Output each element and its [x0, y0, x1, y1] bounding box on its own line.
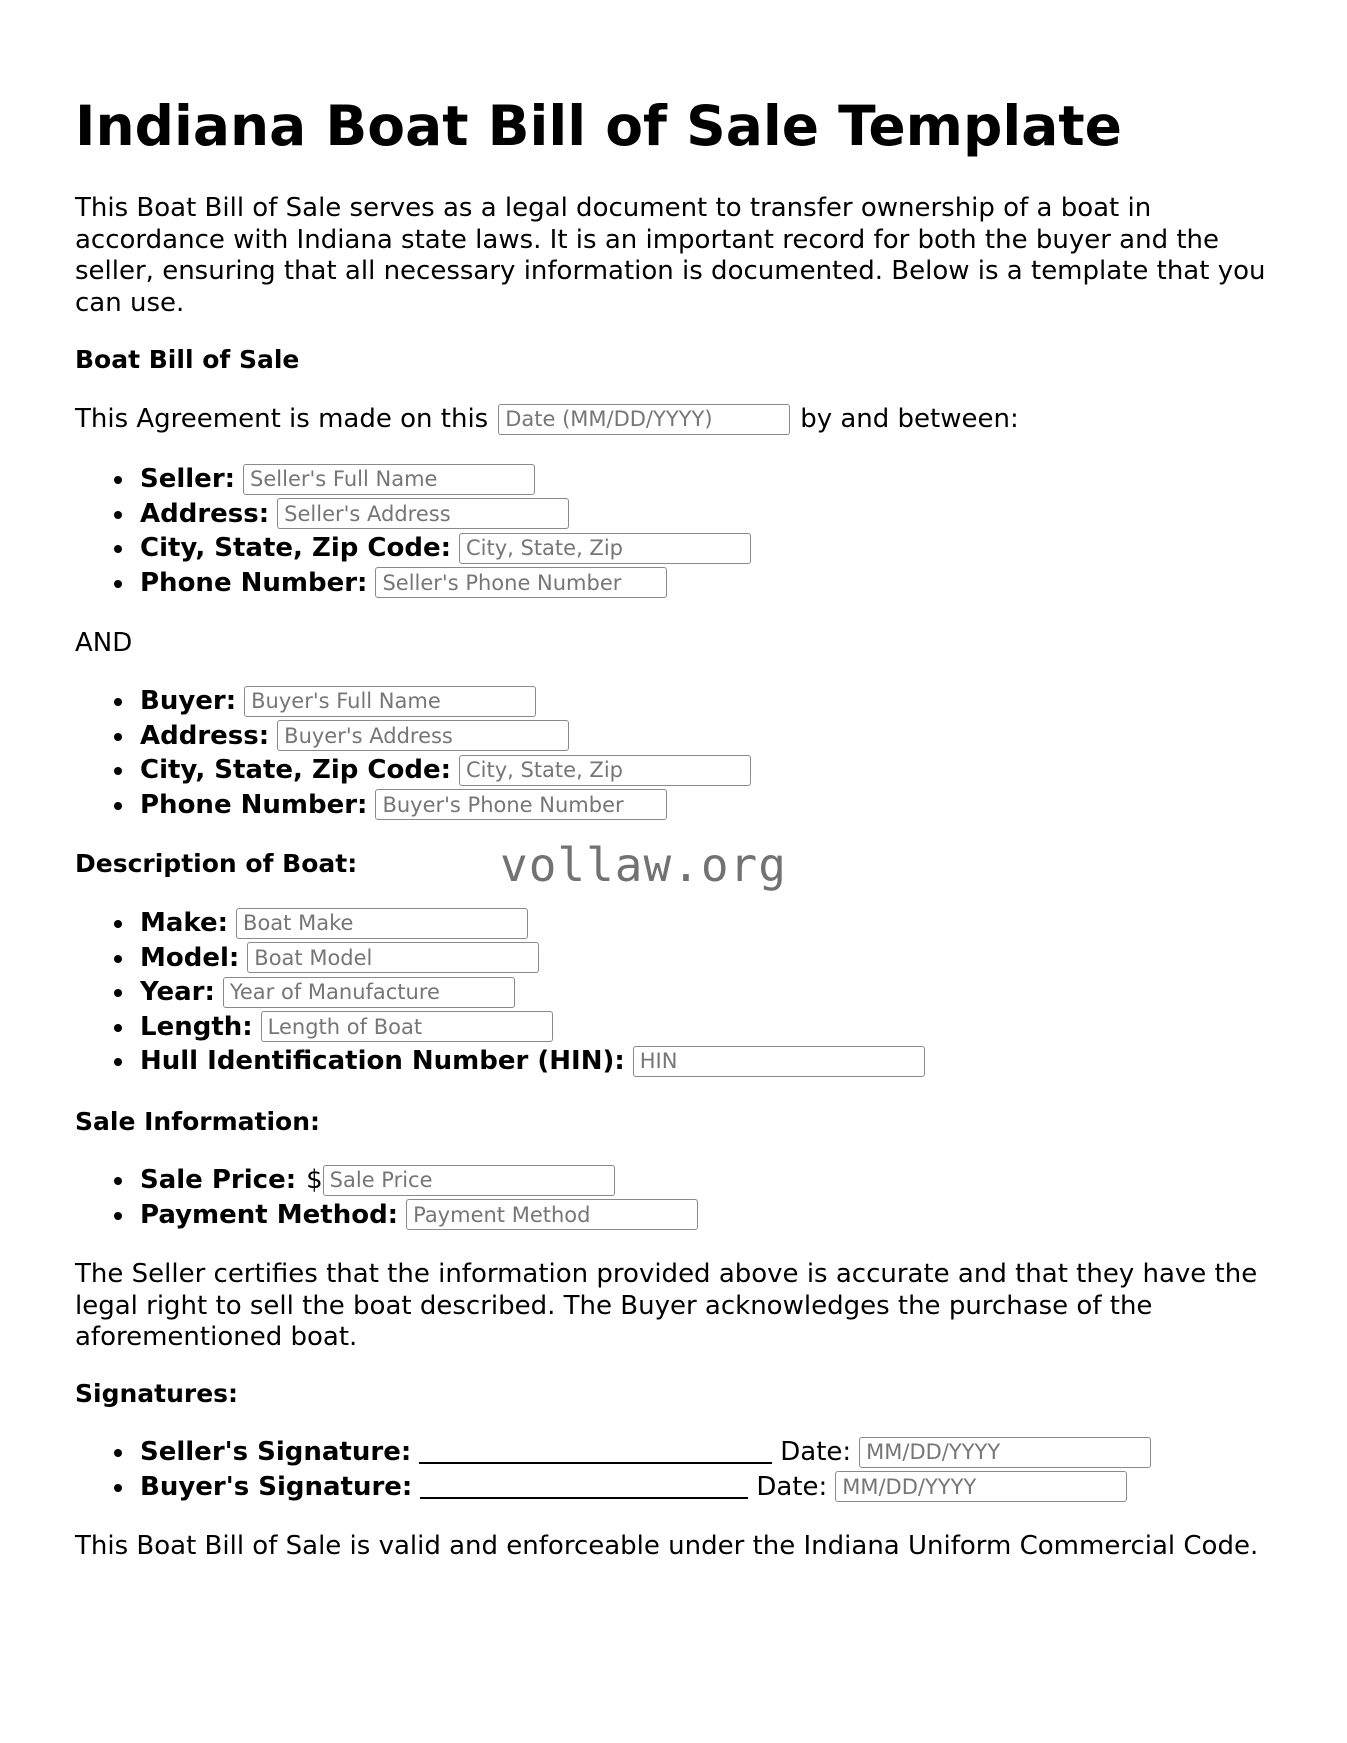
buyer-name-item	[140, 684, 751, 719]
seller-address-item	[140, 497, 751, 532]
agreement-suffix: by and between:	[800, 404, 1019, 434]
buyer-signature-item	[140, 1470, 1151, 1505]
signatures-heading: Signatures:	[75, 1379, 239, 1408]
buyer-city-item	[140, 753, 751, 788]
boat-heading: Description of Boat:	[75, 849, 358, 878]
intro-paragraph: This Boat Bill of Sale serves as a legal document to transfer ownership of a boat in accordance with Indiana state laws. It is an important record for both the buyer and the seller, ensuring that all necessary information is documented. Below is a template that you can use.	[75, 193, 1266, 318]
signature-list	[140, 1435, 1151, 1504]
seller-city-input[interactable]	[459, 533, 751, 564]
seller-phone-label: Phone Number:	[140, 567, 368, 598]
boat-list	[140, 906, 925, 1079]
and-text: AND	[75, 628, 133, 658]
buyer-address-label: Address:	[140, 720, 270, 751]
buyer-signature-label: Buyer's Signature:	[140, 1471, 413, 1502]
buyer-list	[140, 684, 751, 822]
seller-phone-input[interactable]	[375, 567, 667, 598]
seller-date-label: Date:	[780, 1437, 852, 1468]
buyer-name-input[interactable]	[244, 686, 536, 717]
seller-name-input[interactable]	[243, 464, 535, 495]
agreement-prefix: This Agreement is made on this	[75, 404, 489, 434]
sale-price-item	[140, 1163, 698, 1198]
page-title: Indiana Boat Bill of Sale Template	[75, 94, 1122, 158]
seller-address-input[interactable]	[277, 498, 569, 529]
boat-hin-input[interactable]	[633, 1046, 925, 1077]
boat-length-item	[140, 1010, 925, 1045]
sale-price-label: Sale Price:	[140, 1165, 297, 1196]
sale-price-input[interactable]	[323, 1165, 615, 1196]
boat-make-label: Make:	[140, 908, 229, 939]
payment-method-label: Payment Method:	[140, 1199, 399, 1230]
buyer-address-input[interactable]	[277, 720, 569, 751]
buyer-city-label: City, State, Zip Code:	[140, 755, 451, 786]
seller-list	[140, 462, 751, 600]
buyer-name-label: Buyer:	[140, 686, 237, 717]
boat-model-item	[140, 941, 925, 976]
boat-hin-label: Hull Identification Number (HIN):	[140, 1046, 625, 1077]
boat-year-label: Year:	[140, 977, 215, 1008]
seller-city-item	[140, 531, 751, 566]
boat-model-label: Model:	[140, 942, 240, 973]
seller-date-input[interactable]	[859, 1437, 1151, 1468]
payment-method-item	[140, 1198, 698, 1233]
buyer-phone-input[interactable]	[375, 789, 667, 820]
boat-hin-item	[140, 1044, 925, 1079]
boat-make-item	[140, 906, 925, 941]
buyer-phone-item	[140, 788, 751, 823]
boat-length-input[interactable]	[261, 1011, 553, 1042]
seller-phone-item	[140, 566, 751, 601]
seller-signature-item	[140, 1435, 1151, 1470]
boat-model-input[interactable]	[247, 942, 539, 973]
buyer-city-input[interactable]	[459, 755, 751, 786]
agreement-line	[75, 402, 1019, 436]
boat-year-item	[140, 975, 925, 1010]
buyer-signature-line[interactable]	[420, 1475, 748, 1499]
seller-name-label: Seller:	[140, 464, 236, 495]
buyer-address-item	[140, 719, 751, 754]
watermark-text: vollaw.org	[500, 838, 787, 892]
buyer-date-label: Date:	[756, 1471, 828, 1502]
seller-address-label: Address:	[140, 498, 270, 529]
boat-length-label: Length:	[140, 1011, 253, 1042]
section-heading: Boat Bill of Sale	[75, 345, 300, 374]
agreement-date-input[interactable]	[498, 404, 790, 435]
seller-city-label: City, State, Zip Code:	[140, 533, 451, 564]
buyer-phone-label: Phone Number:	[140, 789, 368, 820]
boat-make-input[interactable]	[236, 908, 528, 939]
currency-symbol: $	[306, 1165, 323, 1196]
boat-year-input[interactable]	[223, 977, 515, 1008]
buyer-date-input[interactable]	[835, 1471, 1127, 1502]
seller-name-item	[140, 462, 751, 497]
sale-heading: Sale Information:	[75, 1107, 320, 1136]
payment-method-input[interactable]	[406, 1199, 698, 1230]
closing-paragraph: This Boat Bill of Sale is valid and enforceable under the Indiana Uniform Commercial Code.	[75, 1531, 1259, 1561]
certification-paragraph: The Seller certifies that the information provided above is accurate and that they have the legal right to sell the boat described. The Buyer acknowledges the purchase of the aforementioned boat.	[75, 1259, 1258, 1352]
seller-signature-label: Seller's Signature:	[140, 1437, 412, 1468]
sale-list	[140, 1163, 698, 1232]
seller-signature-line[interactable]	[419, 1440, 772, 1464]
